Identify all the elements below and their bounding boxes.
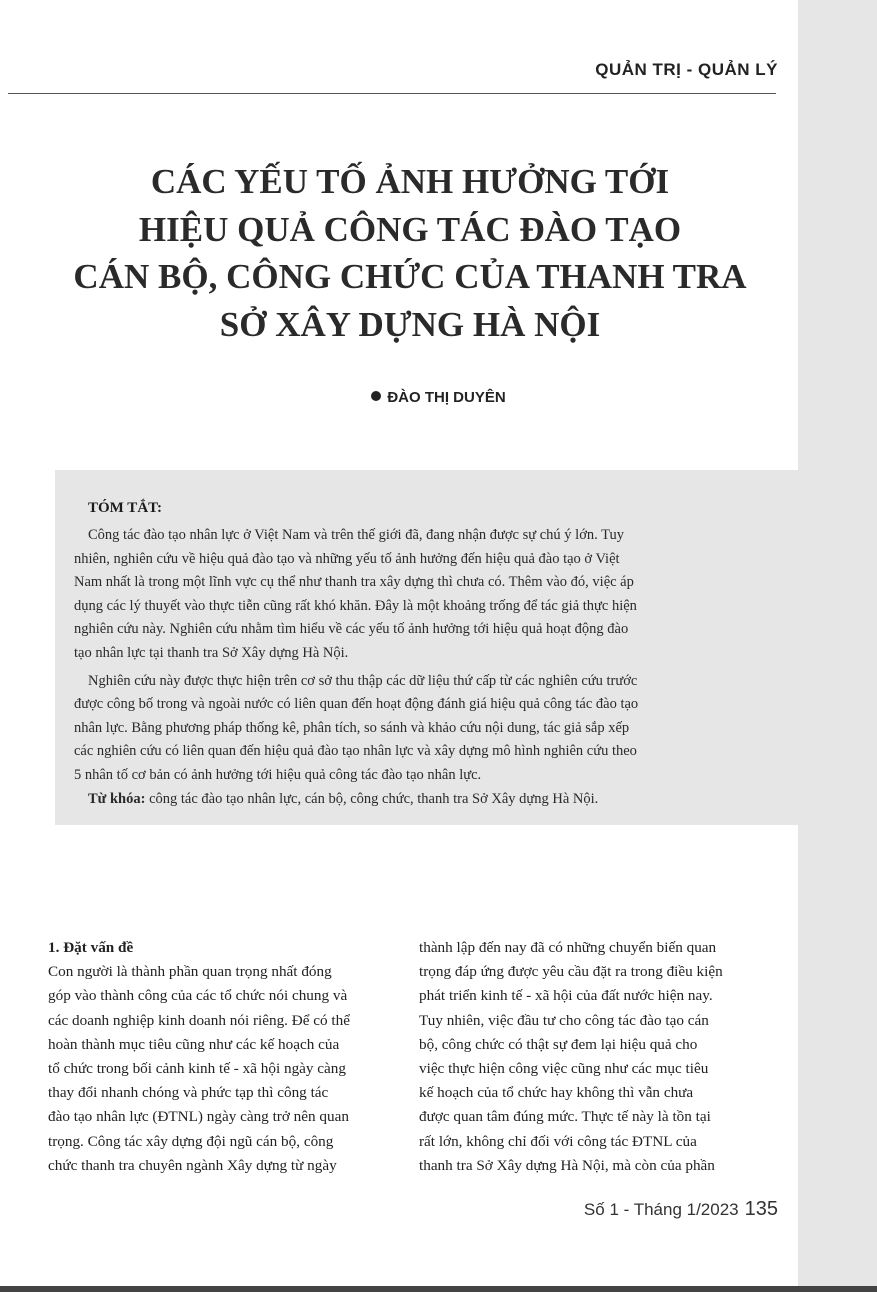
bottom-edge [0, 1286, 877, 1292]
body-line: kế hoạch của tổ chức hay không thì vẫn chưa [419, 1084, 694, 1102]
title-line: CÁN BỘ, CÔNG CHỨC CỦA THANH TRA [73, 257, 747, 296]
section-heading: 1. Đặt vấn đề [48, 939, 134, 956]
body-line: thanh tra Sở Xây dựng Hà Nội, mà còn của phần [419, 1156, 715, 1174]
abstract-line: Nam nhất là trong một lĩnh vực cụ thể như thanh tra xây dựng thì chưa có. Thêm vào đó, việc áp [74, 574, 634, 591]
body-line: được quan tâm đúng mức. Thực tế này là tồn tại [419, 1108, 711, 1126]
body-line: việc thực hiện công việc cũng như các mục tiêu [419, 1060, 709, 1078]
page-footer [540, 1198, 778, 1221]
title-line: HIỆU QUẢ CÔNG TÁC ĐÀO TẠO [138, 209, 682, 249]
body-line: chức thanh tra chuyên ngành Xây dựng từ ngày [48, 1156, 337, 1174]
issue-info: Số 1 - Tháng 1/2023 [583, 1200, 739, 1219]
author-name: ĐÀO THỊ DUYÊN [387, 389, 506, 406]
body-line: trọng. Công tác xây dựng đội ngũ cán bộ, công [48, 1132, 334, 1150]
body-line: trọng đáp ứng được yêu cầu đặt ra trong điều kiện [419, 963, 723, 981]
header-rule [8, 93, 776, 94]
abstract-line: 5 nhân tố cơ bản có ảnh hưởng tới hiệu quả công tác đào tạo nhân lực. [74, 766, 482, 783]
abstract-line: Công tác đào tạo nhân lực ở Việt Nam và trên thế giới đã, đang nhận được sự chú ý lớn. Tuy [88, 527, 624, 543]
title-line: CÁC YẾU TỐ ẢNH HƯỞNG TỚI [150, 162, 670, 201]
abstract-line: được công bố trong và ngoài nước có liên quan đến hoạt động đánh giá hiệu quả công tác đào tạo [74, 696, 639, 713]
page-number: 135 [744, 1198, 778, 1220]
body-column-right [419, 936, 751, 1178]
abstract-heading: TÓM TẮT: [88, 500, 163, 516]
body-line: tổ chức trong bối cảnh kinh tế - xã hội ngày càng [48, 1060, 346, 1078]
body-line: phát triển kinh tế - xã hội của đất nước hiện nay. [419, 987, 713, 1005]
abstract-line: nhân lực. Bằng phương pháp thống kê, phân tích, so sánh và khảo cứu nội dung, tác giả sắp xếp [74, 719, 630, 736]
abstract-line: nhiên, nghiên cứu về hiệu quả đào tạo và những yếu tố ảnh hưởng đến hiệu quả đào tạo ở Việt [74, 550, 620, 567]
author-byline [0, 389, 877, 406]
abstract-line: các nghiên cứu có liên quan đến hiệu quả đào tạo nhân lực và xây dựng mô hình nghiên cứu theo [74, 743, 637, 760]
body-line: hoàn thành mục tiêu cũng như các kế hoạch của [48, 1035, 340, 1053]
keywords-line [88, 788, 776, 812]
body-line: rất lớn, không chỉ đối với công tác ĐTNL của [419, 1132, 697, 1150]
keywords-label: Từ khóa: [88, 790, 146, 807]
title-line: SỞ XÂY DỰNG HÀ NỘI [219, 304, 601, 344]
abstract-text [74, 524, 776, 811]
body-line: Tuy nhiên, việc đầu tư cho công tác đào tạo cán [419, 1011, 709, 1029]
body-line: góp vào thành công của các tổ chức nói chung và [48, 987, 348, 1005]
body-line: đào tạo nhân lực (ĐTNL) ngày càng trở nên quan [48, 1108, 349, 1126]
bullet-icon [371, 391, 381, 401]
keywords-text: công tác đào tạo nhân lực, cán bộ, công chức, thanh tra Sở Xây dựng Hà Nội. [149, 790, 599, 807]
abstract-line: tạo nhân lực tại thanh tra Sở Xây dựng Hà Nội. [74, 644, 349, 661]
body-line: các doanh nghiệp kinh doanh nói riêng. Để có thể [48, 1011, 350, 1029]
abstract-line: nghiên cứu này. Nghiên cứu nhằm tìm hiểu về các yếu tố ảnh hưởng tới hiệu quả hoạt động đào [74, 621, 629, 638]
abstract-line: Nghiên cứu này được thực hiện trên cơ sở thu thập các dữ liệu thứ cấp từ các nghiên cứu trước [88, 672, 638, 689]
body-line: thành lập đến nay đã có những chuyển biến quan [419, 939, 717, 956]
body-column-left [48, 936, 380, 1178]
page-margin-strip [798, 0, 877, 1292]
body-line: Con người là thành phần quan trọng nhất đóng [48, 963, 332, 981]
section-label: QUẢN TRỊ - QUẢN LÝ [595, 60, 778, 79]
article-title [40, 158, 780, 348]
body-line: thay đổi nhanh chóng và phức tạp thì công tác [48, 1084, 329, 1102]
body-line: bộ, công chức có thật sự đem lại hiệu quả cho [419, 1035, 698, 1053]
abstract-line: dụng các lý thuyết vào thực tiễn cũng rất khó khăn. Đây là một khoảng trống để tác giả thực hiện [74, 597, 637, 614]
